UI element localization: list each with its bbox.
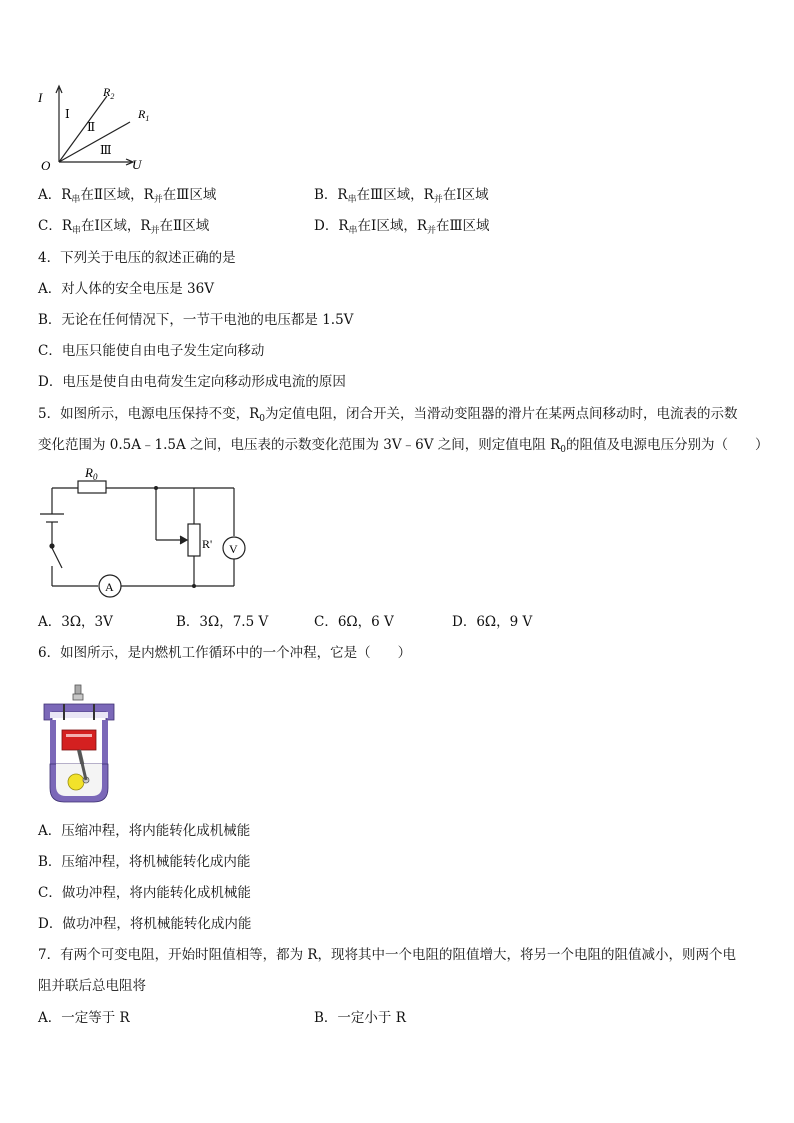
q5-stem-line2: 变化范围为 0.5A﹣1.5A 之间，电压表的示数变化范围为 3V﹣6V 之间，则定值电阻 $R_0$的阻值及电源电压分别为（ ） bbox=[38, 437, 769, 455]
q6-option-d[interactable]: D．做功冲程，将机械能转化成内能 bbox=[38, 916, 252, 932]
q4-option-d[interactable]: D．电压是使自由电荷发生定向移动形成电流的原因 bbox=[38, 374, 346, 390]
line-r1-label: $R_1$ bbox=[138, 107, 150, 123]
q3-option-a[interactable]: A．$R_串$在Ⅱ区域，$R_并$在Ⅲ区域 bbox=[38, 187, 217, 205]
q5-option-b[interactable]: B．3Ω，7.5 V bbox=[176, 614, 269, 630]
q6-option-a[interactable]: A．压缩冲程，将内能转化成机械能 bbox=[38, 823, 251, 839]
iu-graph bbox=[32, 82, 162, 174]
q3-option-d[interactable]: D．$R_串$在Ⅰ区域，$R_并$在Ⅲ区域 bbox=[314, 218, 490, 236]
q4-option-b[interactable]: B．无论在任何情况下，一节干电池的电压都是 1.5V bbox=[38, 312, 354, 328]
q5-stem-line1: 5．如图所示，电源电压保持不变，$R_0$为定值电阻，闭合开关，当滑动变阻器的滑片在某两点间移动时，电流表的示数 bbox=[38, 406, 738, 424]
q7-stem-line2: 阻并联后总电阻将 bbox=[38, 978, 146, 994]
resistor-r0 bbox=[78, 481, 106, 493]
q7-option-b[interactable]: B．一定小于 R bbox=[314, 1010, 406, 1026]
q4-option-a[interactable]: A．对人体的安全电压是 36V bbox=[38, 281, 214, 297]
engine-diagram bbox=[42, 684, 116, 804]
circuit-a-label: A bbox=[105, 580, 114, 594]
axis-i-label: I bbox=[38, 90, 43, 105]
q5-option-d[interactable]: D．6Ω，9 V bbox=[452, 614, 533, 630]
region-2-label: Ⅱ bbox=[87, 120, 96, 134]
circuit-v-label: V bbox=[229, 542, 238, 556]
q4-option-c[interactable]: C．电压只能使自由电子发生定向移动 bbox=[38, 343, 265, 359]
q4-stem: 4．下列关于电压的叙述正确的是 bbox=[38, 250, 236, 266]
q7-option-a[interactable]: A．一定等于 R bbox=[38, 1010, 130, 1026]
q6-stem: 6．如图所示，是内燃机工作循环中的一个冲程，它是（ ） bbox=[38, 645, 412, 661]
origin-label: O bbox=[41, 158, 51, 173]
q5-circuit-diagram bbox=[38, 462, 250, 602]
q5-option-c[interactable]: C．6Ω，6 V bbox=[314, 614, 394, 630]
rheostat-r-prime bbox=[188, 524, 200, 556]
region-1-label: Ⅰ bbox=[65, 107, 70, 121]
region-3-label: Ⅲ bbox=[100, 143, 112, 157]
q3-option-b[interactable]: B．$R_串$在Ⅲ区域，$R_并$在Ⅰ区域 bbox=[314, 187, 489, 205]
q6-option-b[interactable]: B．压缩冲程，将机械能转化成内能 bbox=[38, 854, 251, 870]
q7-stem-line1: 7．有两个可变电阻，开始时阻值相等，都为 R，现将其中一个电阻的阻值增大，将另一个电阻的阻值减小，则两个电 bbox=[38, 947, 737, 963]
circuit-r0-label: $R_0$ bbox=[85, 465, 98, 482]
q3-option-c[interactable]: C．$R_串$在Ⅰ区域，$R_并$在Ⅱ区域 bbox=[38, 218, 210, 236]
circuit-rprime-label: R' bbox=[202, 537, 213, 551]
line-r2-label: $R_2$ bbox=[103, 85, 115, 101]
q5-option-a[interactable]: A．3Ω，3V bbox=[38, 614, 113, 630]
axis-u-label: U bbox=[132, 157, 142, 172]
q6-option-c[interactable]: C．做功冲程，将内能转化成机械能 bbox=[38, 885, 251, 901]
